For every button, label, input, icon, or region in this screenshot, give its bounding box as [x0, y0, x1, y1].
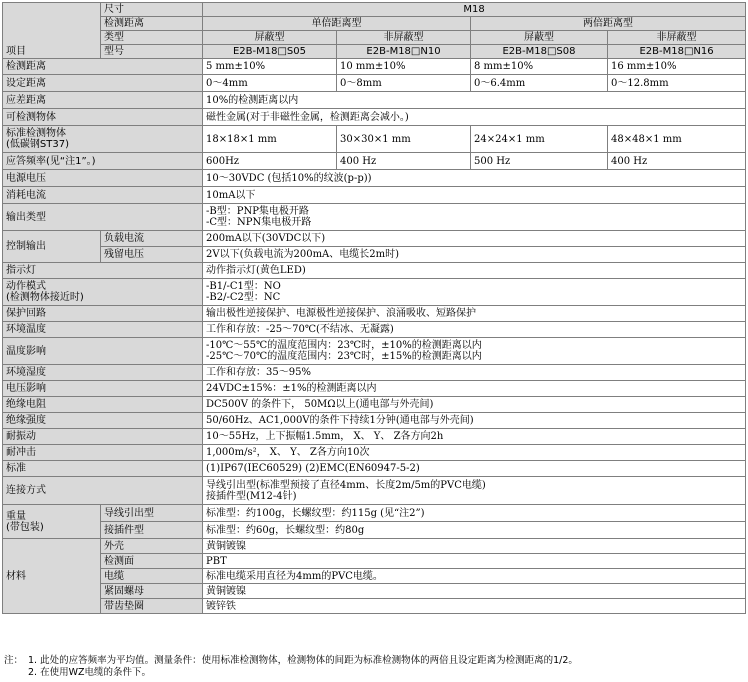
cell: 导线引出型(标准型预接了直径4mm、长度2m/5m的PVC电缆) 接插件型(M12-4针) [203, 477, 746, 505]
model-label: 型号 [101, 45, 203, 59]
row-label: 连接方式 [3, 477, 203, 505]
table-row [3, 554, 746, 569]
row-label: 指示灯 [3, 263, 203, 279]
row-label: 可检测物体 [3, 109, 203, 126]
type-label: 类型 [101, 31, 203, 45]
cell: 1,000m/s²， X、 Y、 Z各方向10次 [203, 445, 746, 461]
cell: 工作和存放：35～95% [203, 365, 746, 381]
cell: 50/60Hz、AC1,000V的条件下持续1分钟(通电部与外壳间) [203, 413, 746, 429]
cell: 8 mm±10% [471, 59, 608, 75]
sub-label: 负载电流 [101, 231, 203, 247]
cell: 2V以下(负载电流为200mA、电缆长2m时) [203, 247, 746, 263]
footnotes [4, 655, 744, 679]
double-distance-header: 两倍距离型 [471, 17, 746, 31]
table-row [3, 306, 746, 322]
type-unshielded-1: 非屏蔽型 [337, 31, 471, 45]
model-3: E2B-M18□S08 [471, 45, 608, 59]
row-label: 环境温度 [3, 322, 203, 338]
sub-label: 接插件型 [101, 522, 203, 539]
cell: PBT [203, 554, 746, 569]
table-row [3, 153, 746, 170]
type-unshielded-2: 非屏蔽型 [608, 31, 746, 45]
table-row [3, 445, 746, 461]
row-label: 设定距离 [3, 75, 203, 92]
row-label: 耐振动 [3, 429, 203, 445]
sub-label: 外壳 [101, 539, 203, 554]
table-row [3, 126, 746, 153]
table-row [3, 461, 746, 477]
cell: 10mA以下 [203, 187, 746, 204]
table-row [3, 381, 746, 397]
row-label: 应差距离 [3, 92, 203, 109]
distance-label: 检测距离 [101, 17, 203, 31]
type-shielded-1: 屏蔽型 [203, 31, 337, 45]
note-2 [4, 667, 744, 679]
table-row [3, 584, 746, 599]
table-row [3, 247, 746, 263]
row-label: 耐冲击 [3, 445, 203, 461]
size-label: 尺寸 [101, 3, 203, 17]
sub-label: 检测面 [101, 554, 203, 569]
cell: DC500V 的条件下， 50MΩ以上(通电部与外壳间) [203, 397, 746, 413]
cell: 400 Hz [608, 153, 746, 170]
table-row [3, 599, 746, 614]
model-1: E2B-M18□S05 [203, 45, 337, 59]
cell: 工作和存放：-25～70℃(不结冰、无凝露) [203, 322, 746, 338]
row-label: 检测距离 [3, 59, 203, 75]
table-row [3, 397, 746, 413]
cell: 输出极性逆接保护、电源极性逆接保护、浪涌吸收、短路保护 [203, 306, 746, 322]
table-row [3, 170, 746, 187]
cell: 400 Hz [337, 153, 471, 170]
cell: (1)IP67(IEC60529) (2)EMC(EN60947-5-2) [203, 461, 746, 477]
cell: 0～4mm [203, 75, 337, 92]
sub-label: 残留电压 [101, 247, 203, 263]
table-row [3, 59, 746, 75]
item-header: 项目 [3, 3, 101, 59]
cell: 10%的检测距离以内 [203, 92, 746, 109]
note-prefix: 注： [4, 655, 24, 666]
single-distance-header: 单倍距离型 [203, 17, 471, 31]
row-label: 重量 (带包装) [3, 505, 101, 539]
row-label: 电压影响 [3, 381, 203, 397]
cell: 0～8mm [337, 75, 471, 92]
table-row [3, 187, 746, 204]
row-label: 控制输出 [3, 231, 101, 263]
row-label: 材料 [3, 539, 101, 614]
table-row [3, 231, 746, 247]
note-1-text: 1. 此处的应答频率为平均值。测量条件：使用标准检测物体，检测物体的间距为标准检测物体的两倍且设定距离为检测距离的1/2。 [28, 655, 578, 666]
table-row [3, 569, 746, 584]
cell: 10 mm±10% [337, 59, 471, 75]
cell: 标准型：约60g，长螺纹型：约80g [203, 522, 746, 539]
row-label: 保护回路 [3, 306, 203, 322]
cell: 18×18×1 mm [203, 126, 337, 153]
cell: 30×30×1 mm [337, 126, 471, 153]
cell: 标准电缆采用直径为4mm的PVC电缆。 [203, 569, 746, 584]
cell: 500 Hz [471, 153, 608, 170]
model-4: E2B-M18□N16 [608, 45, 746, 59]
row-label: 绝缘强度 [3, 413, 203, 429]
cell: 磁性金属(对于非磁性金属，检测距离会减小。) [203, 109, 746, 126]
type-shielded-2: 屏蔽型 [471, 31, 608, 45]
cell: 48×48×1 mm [608, 126, 746, 153]
table-row [3, 109, 746, 126]
row-label: 消耗电流 [3, 187, 203, 204]
cell: -B1/-C1型：NO -B2/-C2型：NC [203, 279, 746, 306]
cell: 16 mm±10% [608, 59, 746, 75]
table-row [3, 539, 746, 554]
sub-label: 电缆 [101, 569, 203, 584]
row-label: 标准检测物体 (低碳钢ST37) [3, 126, 203, 153]
cell: 600Hz [203, 153, 337, 170]
sub-label: 带齿垫圈 [101, 599, 203, 614]
table-row [3, 522, 746, 539]
table-row [3, 75, 746, 92]
spec-table [2, 2, 746, 614]
cell: 200mA以下(30VDC以下) [203, 231, 746, 247]
cell: 5 mm±10% [203, 59, 337, 75]
row-label: 环境湿度 [3, 365, 203, 381]
table-row [3, 413, 746, 429]
row-label: 标准 [3, 461, 203, 477]
row-label: 绝缘电阻 [3, 397, 203, 413]
table-row [3, 429, 746, 445]
row-label: 输出类型 [3, 204, 203, 231]
sub-label: 紧固螺母 [101, 584, 203, 599]
table-row [3, 477, 746, 505]
table-row [3, 263, 746, 279]
table-row [3, 279, 746, 306]
cell: -10℃～55℃的温度范围内：23℃时，±10%的检测距离以内 -25℃～70℃的温度范围内：23℃时，±15%的检测距离以内 [203, 338, 746, 365]
cell: 10～55Hz，上下振幅1.5mm， X、 Y、 Z各方向2h [203, 429, 746, 445]
table-row [3, 322, 746, 338]
note-2-text: 2. 在使用WZ电缆的条件下。 [28, 667, 151, 678]
cell: 黄铜镀镍 [203, 584, 746, 599]
note-1 [4, 655, 744, 667]
table-row [3, 505, 746, 522]
cell: 0～6.4mm [471, 75, 608, 92]
cell: 黄铜镀镍 [203, 539, 746, 554]
cell: 标准型：约100g，长螺纹型：约115g (见“注2”) [203, 505, 746, 522]
size-value: M18 [203, 3, 746, 17]
cell: -B型：PNP集电极开路 -C型：NPN集电极开路 [203, 204, 746, 231]
row-label: 动作模式 (检测物体接近时) [3, 279, 203, 306]
table-row [3, 365, 746, 381]
cell: 10～30VDC (包括10%的纹波(p-p)) [203, 170, 746, 187]
cell: 镀锌铁 [203, 599, 746, 614]
cell: 0～12.8mm [608, 75, 746, 92]
model-2: E2B-M18□N10 [337, 45, 471, 59]
sub-label: 导线引出型 [101, 505, 203, 522]
cell: 24×24×1 mm [471, 126, 608, 153]
table-row [3, 338, 746, 365]
cell: 动作指示灯(黄色LED) [203, 263, 746, 279]
row-label: 应答频率(见“注1”。) [3, 153, 203, 170]
cell: 24VDC±15%：±1%的检测距离以内 [203, 381, 746, 397]
table-row [3, 204, 746, 231]
table-row [3, 92, 746, 109]
row-label: 温度影响 [3, 338, 203, 365]
row-label: 电源电压 [3, 170, 203, 187]
